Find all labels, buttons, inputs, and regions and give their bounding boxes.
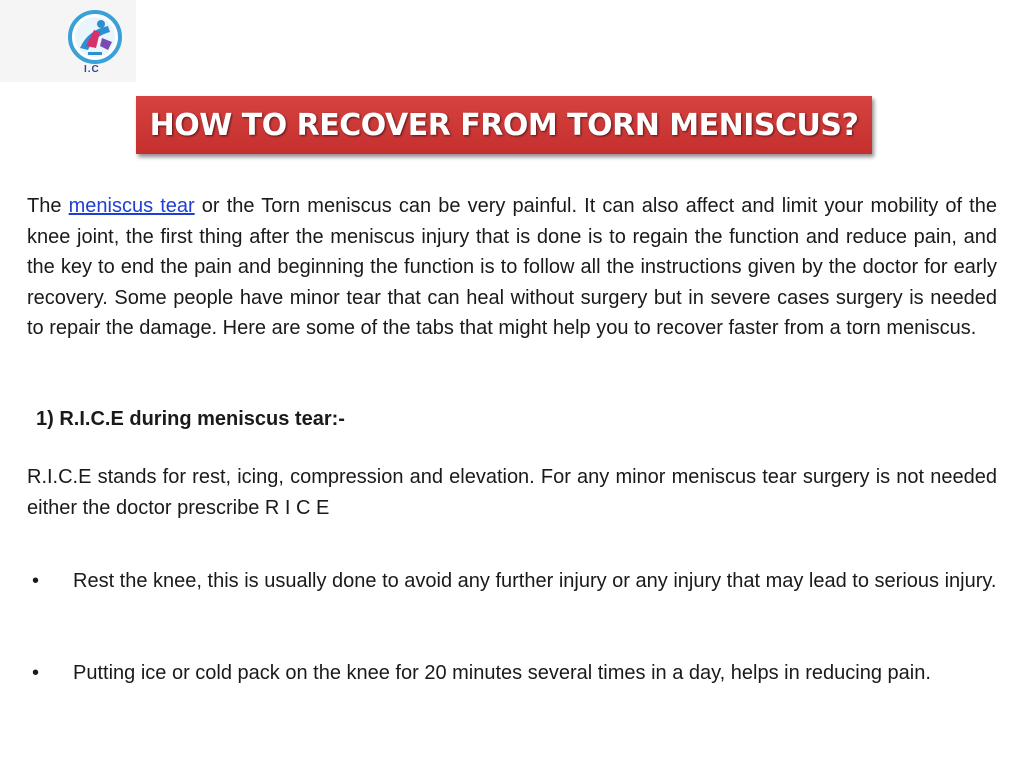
list-item-text: Putting ice or cold pack on the knee for 20 minutes several times in a day, helps in reducing pain.	[73, 662, 931, 684]
logo-text: I.C	[84, 64, 100, 75]
section-heading: 1) R.I.C.E during meniscus tear:-	[36, 408, 345, 430]
rice-paragraph: R.I.C.E stands for rest, icing, compression and elevation. For any minor meniscus tear surgery is not needed either the doctor prescribe R I C E	[27, 466, 997, 519]
bullet-icon: •	[32, 570, 40, 592]
intro-text-after: or the Torn meniscus can be very painful. It can also affect and limit your mobility of the knee joint, the first thing after the meniscus injury that is done is to regain the function and reduce pain, and the key to end the pain and beginning the function is to follow all the instructions given by the doctor for early recovery. Some people have minor tear that can heal without surgery but in severe cases surgery is needed to repair the damage. Here are some of the tabs that might help you to recover faster from a torn meniscus.	[27, 195, 997, 339]
list-item	[27, 566, 997, 597]
intro-paragraph	[27, 191, 997, 344]
list-item	[27, 658, 997, 689]
intro-text-before: The	[27, 195, 69, 217]
logo-area	[0, 0, 136, 82]
list-item-text: Rest the knee, this is usually done to avoid any further injury or any injury that may lead to serious injury.	[73, 570, 997, 592]
bullet-icon: •	[32, 662, 40, 684]
page-title: HOW TO RECOVER FROM TORN MENISCUS?	[149, 107, 859, 143]
title-banner	[136, 96, 872, 154]
meniscus-tear-link[interactable]: meniscus tear	[68, 195, 195, 217]
